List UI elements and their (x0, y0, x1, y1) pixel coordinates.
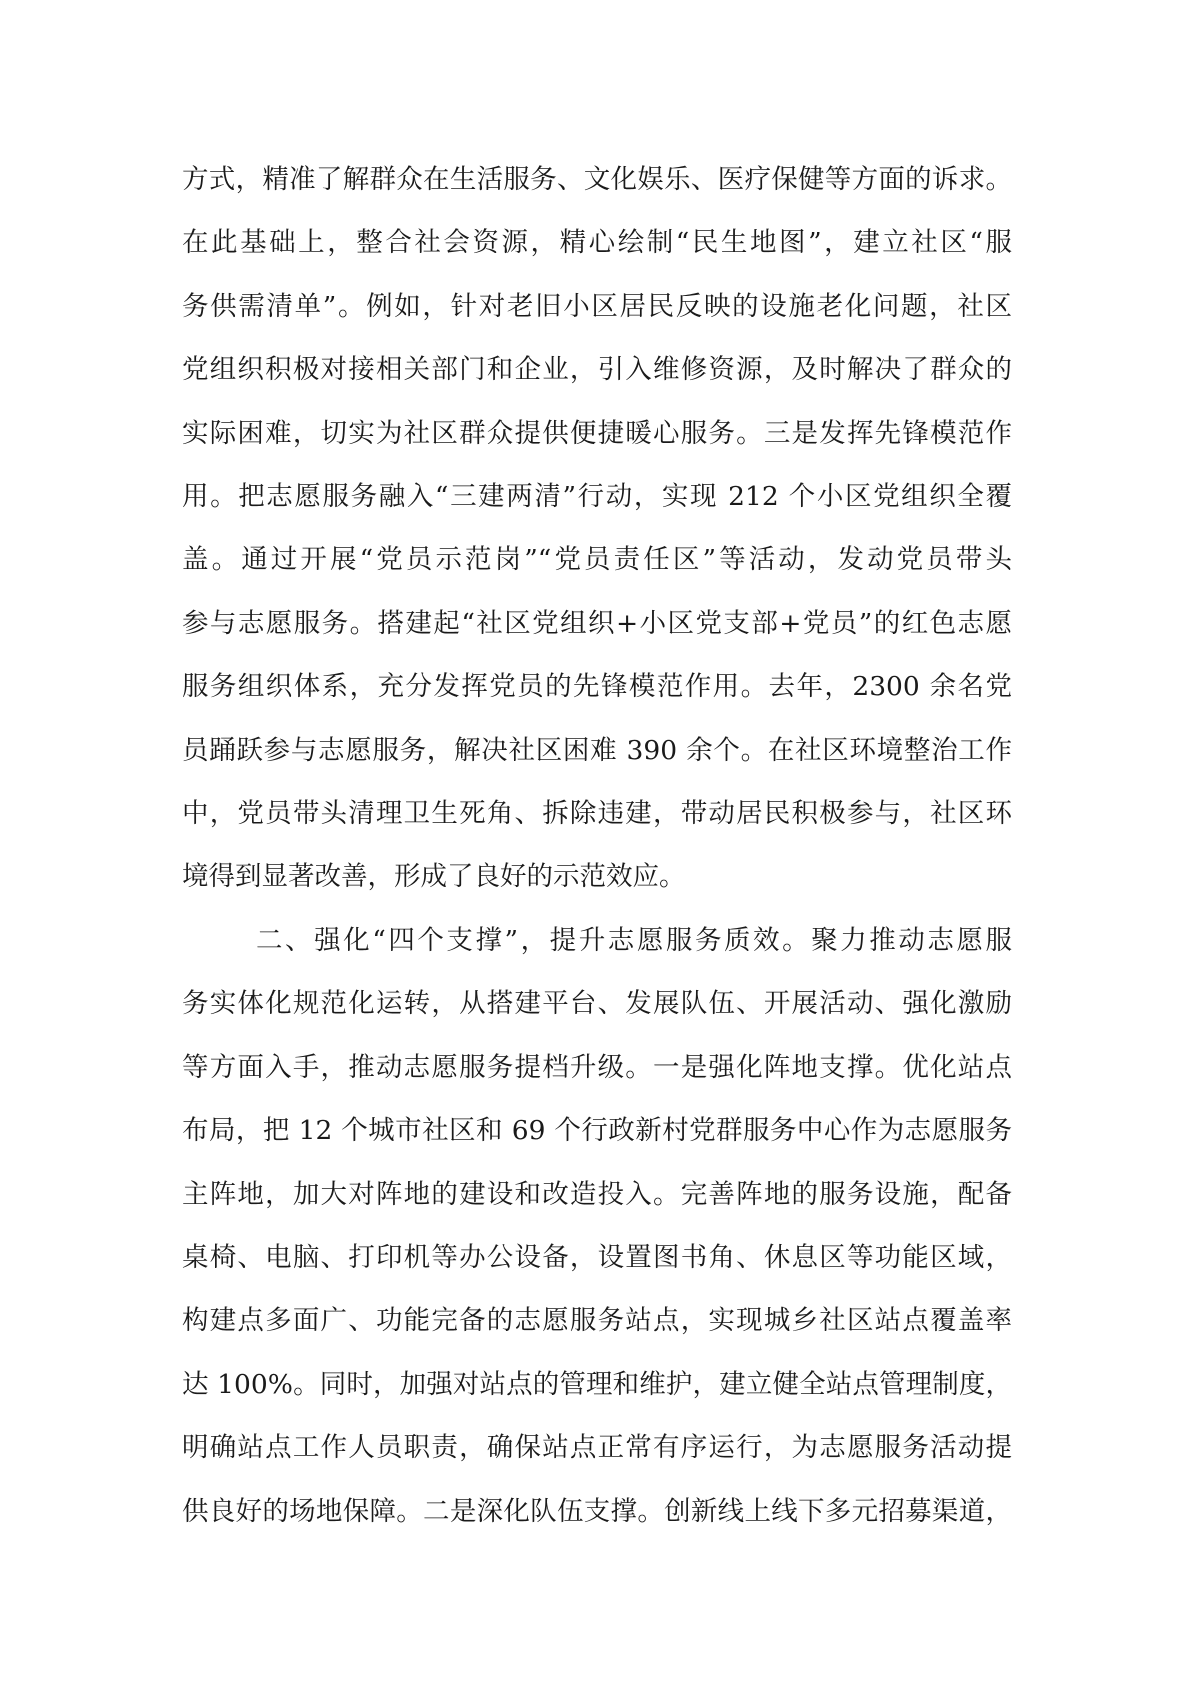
paragraph-2 (182, 909, 1012, 1543)
text-line: 用。把志愿服务融入“三建两清”行动，实现 212 个小区党组织全覆 (182, 481, 1012, 513)
text-line: 党组织积极对接相关部门和企业，引入维修资源，及时解决了群众的 (182, 354, 1012, 386)
paragraph-1 (182, 148, 1012, 909)
text-line: 构建点多面广、功能完备的志愿服务站点，实现城乡社区站点覆盖率 (182, 1305, 1012, 1337)
text-line: 务供需清单”。例如，针对老旧小区居民反映的设施老化问题，社区 (182, 290, 1012, 322)
text-line: 二、强化“四个支撑”，提升志愿服务质效。聚力推动志愿服 (256, 924, 1012, 956)
text-line: 桌椅、电脑、打印机等办公设备，设置图书角、休息区等功能区域， (182, 1241, 1012, 1273)
text-line: 员踊跃参与志愿服务，解决社区困难 390 余个。在社区环境整治工作 (182, 734, 1012, 766)
text-line: 中，党员带头清理卫生死角、拆除违建，带动居民积极参与，社区环 (182, 798, 1012, 830)
document-body (182, 148, 1012, 1543)
text-line: 达 100%。同时，加强对站点的管理和维护，建立健全站点管理制度， (182, 1368, 1012, 1400)
text-line: 供良好的场地保障。二是深化队伍支撑。创新线上线下多元招募渠道， (182, 1495, 1012, 1527)
text-line: 主阵地，加大对阵地的建设和改造投入。完善阵地的服务设施，配备 (182, 1178, 1012, 1210)
text-line: 参与志愿服务。搭建起“社区党组织+小区党支部+党员”的红色志愿 (182, 607, 1012, 639)
text-line: 等方面入手，推动志愿服务提档升级。一是强化阵地支撑。优化站点 (182, 1051, 1012, 1083)
text-line: 实际困难，切实为社区群众提供便捷暖心服务。三是发挥先锋模范作 (182, 417, 1012, 449)
text-line: 明确站点工作人员职责，确保站点正常有序运行，为志愿服务活动提 (182, 1432, 1012, 1464)
text-line: 在此基础上，整合社会资源，精心绘制“民生地图”，建立社区“服 (182, 227, 1012, 259)
text-line: 盖。通过开展“党员示范岗”“党员责任区”等活动，发动党员带头 (182, 544, 1012, 576)
text-line: 服务组织体系，充分发挥党员的先锋模范作用。去年，2300 余名党 (182, 671, 1012, 703)
text-line: 务实体化规范化运转，从搭建平台、发展队伍、开展活动、强化激励 (182, 988, 1012, 1020)
text-line: 布局，把 12 个城市社区和 69 个行政新村党群服务中心作为志愿服务 (182, 1115, 1012, 1147)
text-line: 方式，精准了解群众在生活服务、文化娱乐、医疗保健等方面的诉求。 (182, 164, 1012, 195)
text-line: 境得到显著改善，形成了良好的示范效应。 (182, 861, 686, 893)
